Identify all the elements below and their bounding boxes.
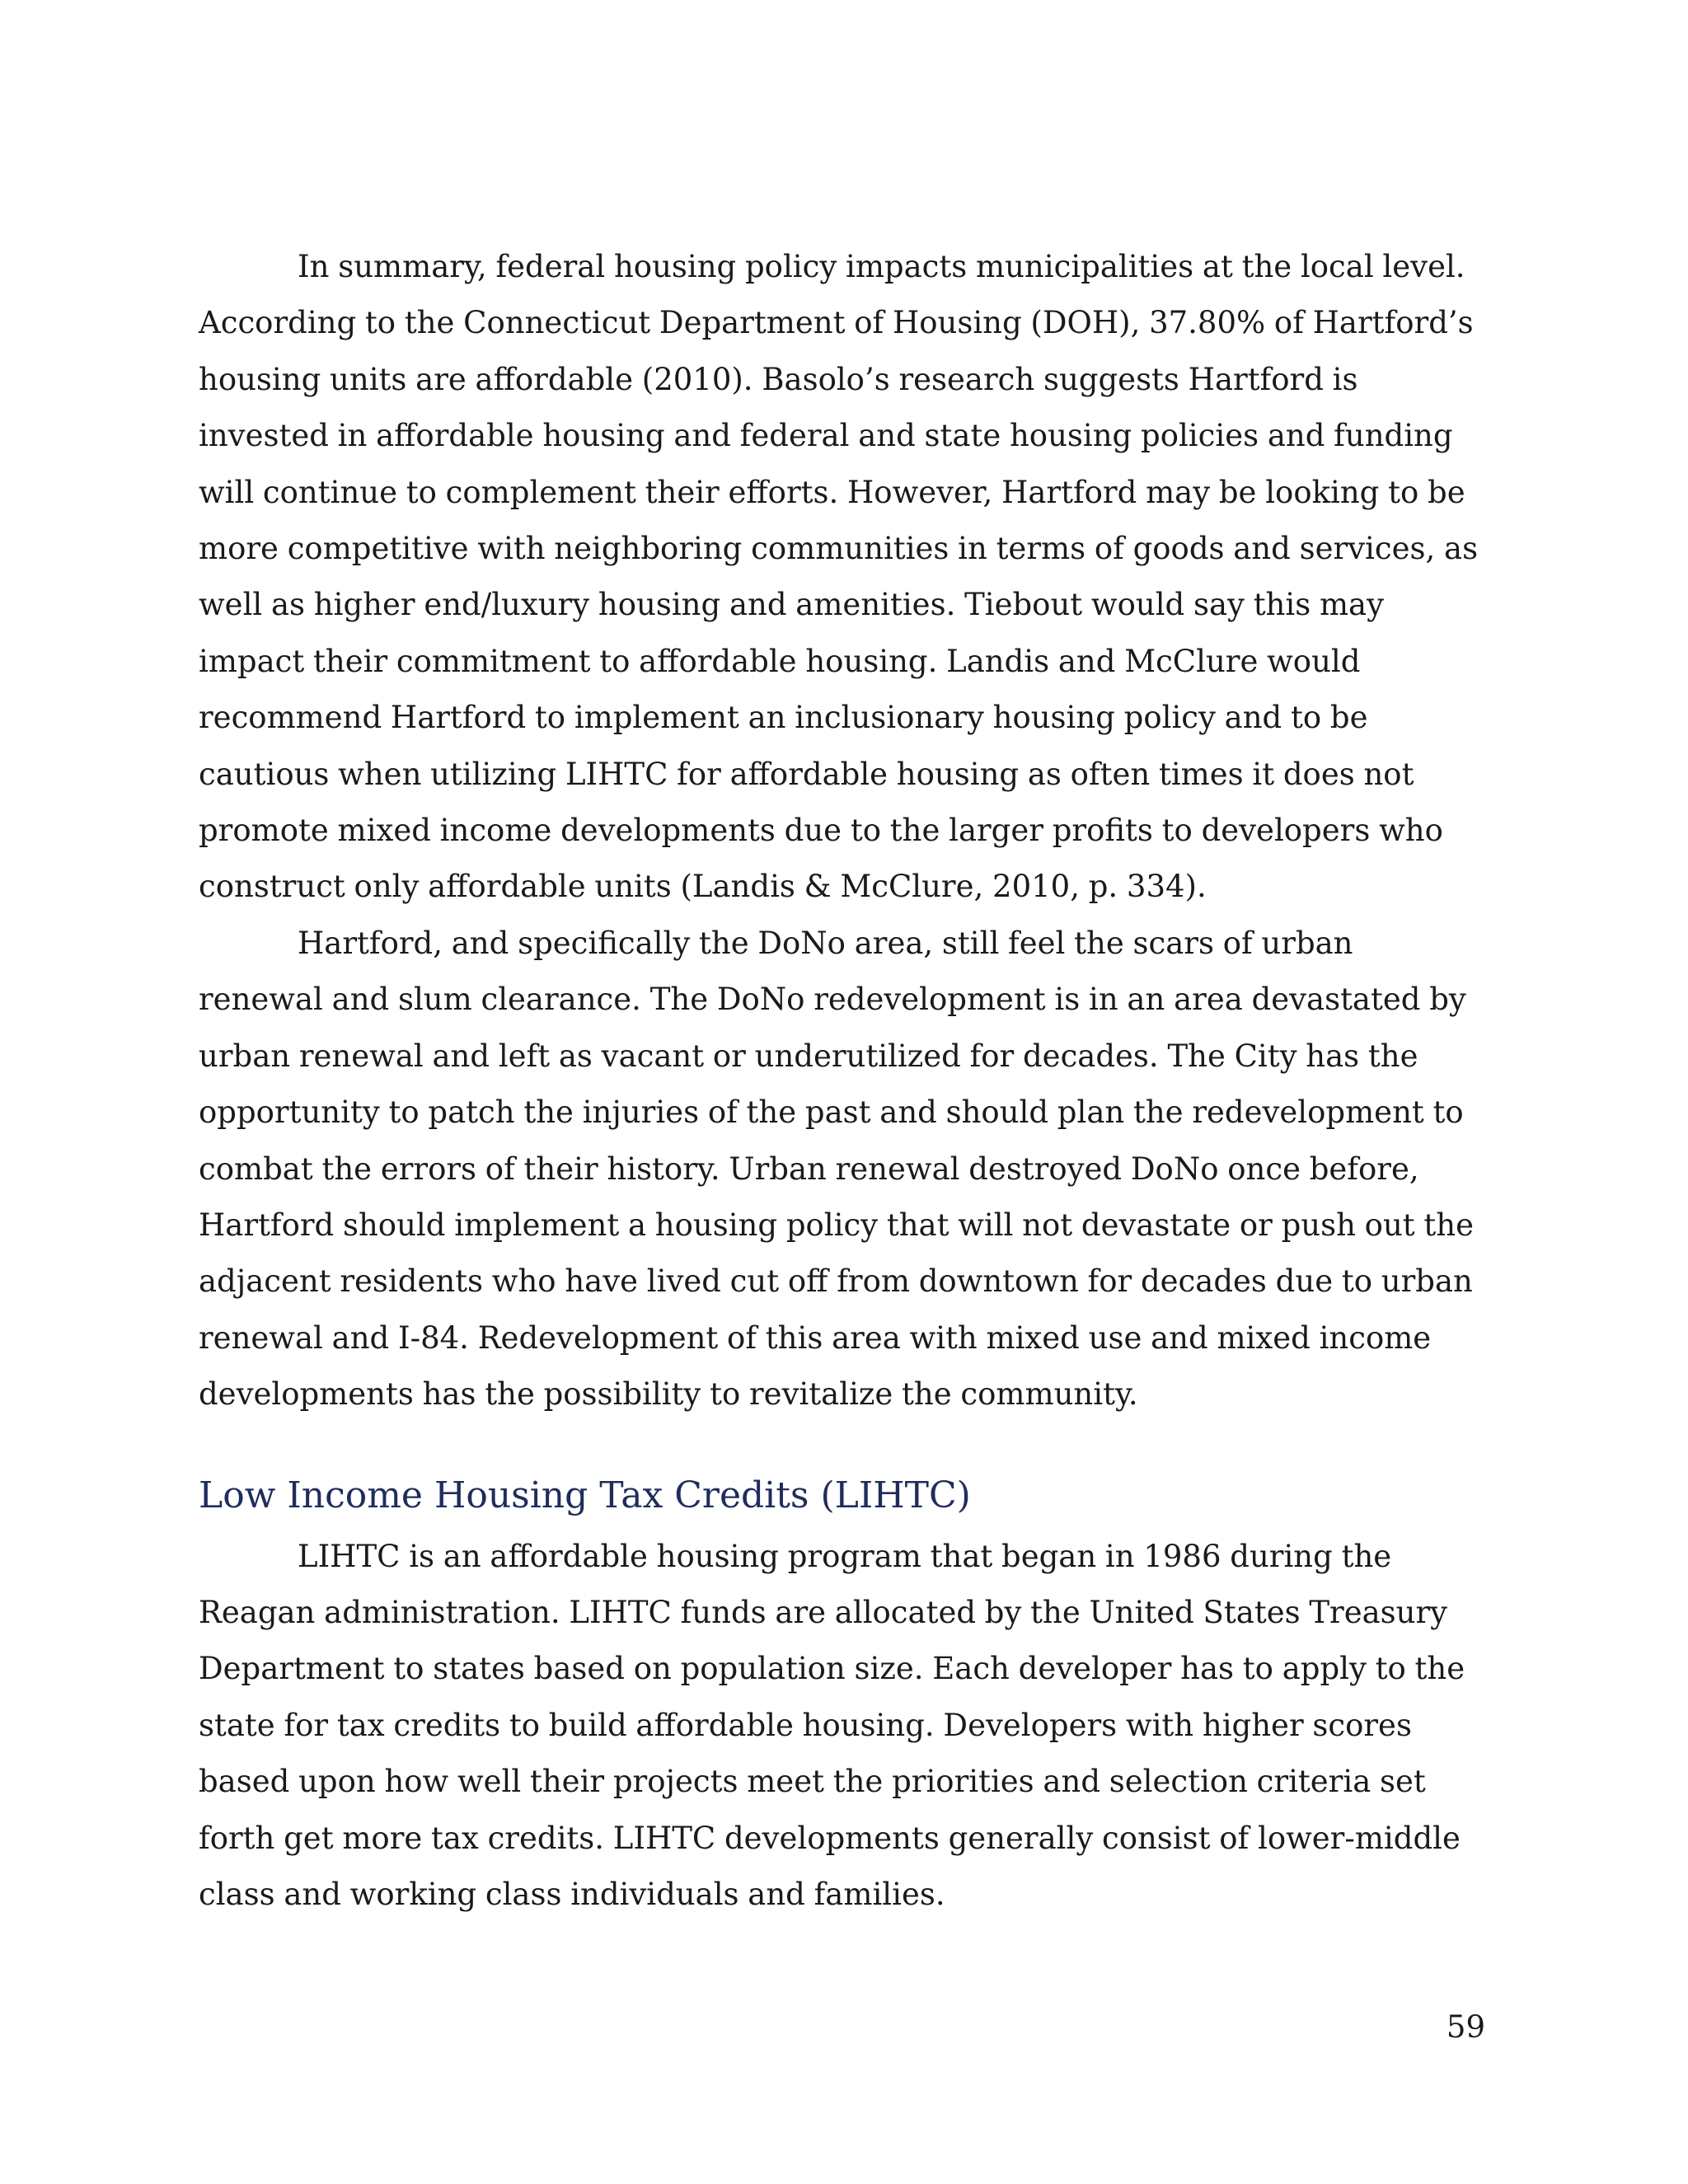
section-heading: Low Income Housing Tax Credits (LIHTC) [199,1474,971,1516]
paragraph-text: In summary, federal housing policy impacts municipalities at the local level. According to the Connecticut Department of Housing (DOH), 37.80% of Hartford’s housing units are affordable (2010). Basolo’s research suggests Hartford is invested in affordable housing and federal and state housing policies and funding will continue to complement their efforts. However, Hartford may be looking to be more competitive with neighboring communities in terms of goods and services, as well as higher end/luxury housing and amenities. Tiebout would say this may impact their commitment to affordable housing. Landis and McClure would recommend Hartford to implement an inclusionary housing policy and to be cautious when utilizing LIHTC for affordable housing as often times it does not promote mixed income developments due to the larger profits to developers who construct only affordable units (Landis & McClure, 2010, p. 334). [199,249,1479,905]
paragraph-summary [199,239,1484,916]
paragraph-text: LIHTC is an affordable housing program that began in 1986 during the Reagan administration. LIHTC funds are allocated by the United States Treasury Department to states based on population size. Each developer has to apply to the state for tax credits to build affordable housing. Developers with higher scores based upon how well their projects meet the priorities and selection criteria set forth get more tax credits. LIHTC developments generally consist of lower-middle class and working class individuals and families. [199,1538,1465,1912]
paragraph-lihtc [199,1529,1484,1924]
paragraph-dono [199,916,1484,1423]
page-number: 59 [1446,2009,1485,2045]
paragraph-text: Hartford, and specifically the DoNo area, still feel the scars of urban renewal and slum clearance. The DoNo redevelopment is in an area devastated by urban renewal and left as vacant or underutilized for decades. The City has the opportunity to patch the injuries of the past and should plan the redevelopment to combat the errors of their history. Urban renewal destroyed DoNo once before, Hartford should implement a housing policy that will not devastate or push out the adjacent residents who have lived cut off from downtown for decades due to urban renewal and I-84. Redevelopment of this area with mixed use and mixed income developments has the possibility to revitalize the community. [199,925,1475,1413]
page-body [199,239,1484,1923]
